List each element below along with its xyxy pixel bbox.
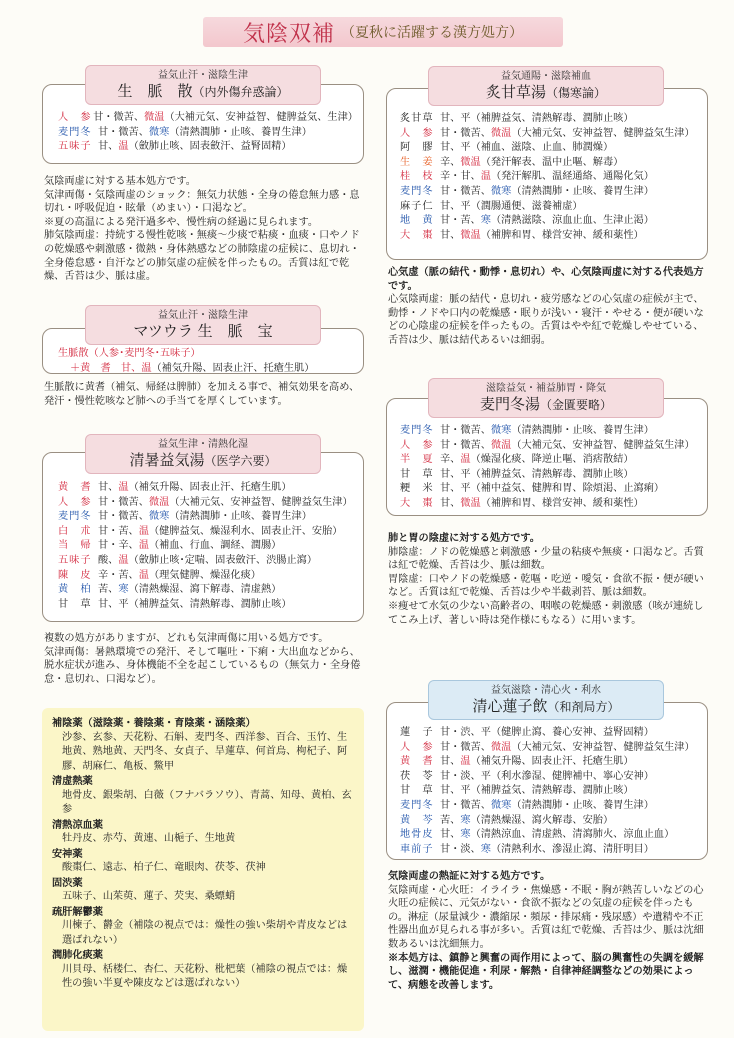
herb-nature-temp: 寒	[480, 843, 491, 855]
formula-header-bakumondoto	[428, 378, 664, 418]
desc-line: 気陰両虚・心火旺：イライラ・焦燥感・不眠・胸が熱苦しいなどの心火旺の症候に、元気がない・食欲不振などの気虚の症候を伴ったもの。淋症（尿量減少・濃縮尿・頻尿・排尿痛・残尿感）や遺精や不正性器出血が見られる事が多い。舌質は紅で乾燥、舌苔は少、脈は沈細数あるいは沈細無力。	[388, 884, 704, 950]
desc-line: 複数の処方がありますが、どれも気津両傷に用いる処方です。	[44, 633, 329, 644]
herb-row	[400, 726, 705, 741]
herb-name: 生 姜	[400, 156, 434, 168]
herb-nature: 苦、	[440, 814, 461, 826]
formula-source: （和剤局方）	[547, 700, 620, 714]
herb-row	[400, 814, 705, 829]
herb-nature-temp: 微寒	[490, 185, 512, 197]
herb-row	[400, 112, 705, 127]
herb-row	[400, 482, 705, 497]
herb-name: 甘 草	[400, 468, 434, 480]
herb-name: 黄 耆	[58, 482, 92, 493]
herb-nature-temp: 温	[138, 525, 149, 537]
formula-category: 益気通陽・滋陰補血	[501, 71, 591, 82]
formula-source: （金匱要略）	[540, 398, 613, 412]
herb-name: 蓮 子	[400, 727, 434, 738]
herb-nature: 甘・微苦、	[440, 425, 491, 436]
herb-nature-temp: 温	[118, 141, 129, 153]
herb-nature: 甘・微苦、	[440, 741, 491, 753]
page-title-banner	[203, 17, 563, 47]
herb-name: 麦門冬	[58, 511, 92, 523]
herb-name: 麦門冬	[400, 799, 434, 811]
combo-line-base: 生脈散（人参･麦門冬･五味子）	[58, 348, 201, 359]
herb-name: 茯 苓	[400, 770, 434, 782]
formula-category: 滋陰益気・補益肺胃・降気	[486, 383, 606, 394]
herb-nature: 酸、	[98, 554, 119, 566]
herb-name: 人 参	[58, 112, 92, 123]
legend-herbs: 地骨皮、銀柴胡、白薇（フナバラソウ）、青蒿、知母、黄柏、玄参	[62, 789, 352, 815]
formula-category: 益気止汗・滋陰生津	[158, 70, 248, 81]
desc-line: ※本処方は、鎮静と興奮の両作用によって、脳の興奮性の失調を緩解し、滋潤・機能促進・利尿・解熱・自律神経調整などの効果によって、病態を改善します。	[388, 951, 704, 991]
herb-nature-temp: 微寒	[490, 425, 512, 436]
herb-nature: 甘、平	[440, 200, 471, 212]
herb-row	[58, 554, 358, 569]
herb-name: 甘 草	[58, 598, 92, 610]
herb-nature: 甘・微苦、	[440, 439, 491, 451]
herb-row	[400, 784, 705, 799]
herb-name: 麻子仁	[400, 200, 434, 212]
herb-effect: （健脾益気、燥湿利水、固表止汗、安胎）	[148, 525, 343, 537]
herb-name: 黄 芩	[400, 814, 434, 826]
herb-nature-temp: 寒	[460, 814, 471, 826]
herb-row	[58, 598, 358, 613]
herb-effect: （清熱燥湿、瀉火解毒、安胎）	[470, 814, 614, 826]
formula-name: 生 脈 散	[117, 82, 193, 100]
legend-category: 補陰薬（滋陰薬・養陰薬・育陰薬・涵陰薬）	[52, 717, 256, 729]
herb-effect: （補気升陽、固表止汗、托瘡生肌）	[128, 482, 292, 493]
desc-seishinrenshiin	[388, 870, 706, 992]
herb-name: 陳 皮	[58, 569, 92, 581]
herb-nature: 甘・辛、	[98, 540, 139, 552]
formula-category: 益気滋陰・清心火・利水	[491, 685, 601, 696]
herb-name: 炙甘草	[400, 113, 434, 124]
combo-line-add: ＋黄 耆 甘、	[70, 362, 142, 374]
formula-category: 益気止汗・滋陰生津	[158, 310, 248, 321]
herb-effect: （利水滲湿、健脾補中、寧心安神）	[490, 770, 654, 782]
herb-nature: 辛・甘、	[440, 171, 481, 183]
herb-list-bakumondoto	[400, 424, 705, 512]
formula-header-seishinrenshiin	[428, 680, 664, 720]
herb-effect: （清熱滋陰、涼血止血、生津止渇）	[490, 215, 654, 227]
herb-nature-temp: 微温	[490, 439, 512, 451]
herb-nature: 甘、平	[440, 785, 471, 797]
formula-source: （内外傷弁惑論）	[192, 85, 289, 99]
herb-nature: 甘・微苦、	[98, 511, 149, 523]
combo-seimyakuhou	[58, 347, 358, 376]
herb-effect: （斂肺止咳、固表斂汗、益腎固精）	[128, 141, 292, 153]
herb-nature: 甘・微苦、	[440, 799, 491, 811]
herb-effect: （補脾和胃、様営安神、緩和薬性）	[480, 497, 644, 509]
herb-nature-temp: 微寒	[148, 126, 170, 138]
desc-line: 心気陰両虚：脈の結代・息切れ・疲労感などの心気虚の症候が主で、動悸・ノドや口内の乾燥感・眠りが浅い・寝汗・やせる・便が硬いなどの心陰虚の症候を伴ったもの。舌質はやや紅で乾燥しやせている、舌苔は少、脈は結代あるいは細弱。	[388, 294, 704, 346]
herb-name: 阿 膠	[400, 142, 434, 154]
desc-line: 気津両傷：暑熱環境での発汗、そして嘔吐・下痢・大出血などから、脱水症状が進み、身体機能不全を起こしているもの（無気力・全身倦怠・息切れ、口渇など）。	[44, 646, 361, 685]
herb-effect: （発汗解肌、温経通絡、通陽化気）	[490, 171, 654, 183]
herb-nature: 甘・苦、	[98, 525, 139, 537]
legend-herbs: 牡丹皮、赤芍、黄連、山梔子、生地黄	[62, 833, 236, 844]
herb-list-seishoekkito	[58, 481, 358, 612]
herb-name: 当 帰	[58, 540, 92, 552]
herb-effect: （補気升陽、固表止汗、托瘡生肌）	[470, 756, 634, 768]
herb-row	[400, 497, 705, 512]
herb-effect: （清熱潤肺・止咳、養胃生津）	[169, 511, 312, 523]
herb-nature-temp: 微温	[144, 112, 165, 123]
herb-nature: 甘、平	[440, 468, 471, 480]
legend-category: 清熱涼血薬	[52, 818, 103, 831]
herb-nature: 苦、	[98, 584, 119, 596]
herb-row	[400, 200, 705, 215]
formula-name: マツウラ 生 脈 宝	[133, 322, 273, 340]
herb-row	[400, 439, 705, 454]
legend-category: 安神薬	[52, 847, 83, 860]
desc-line: 肺陰虚：ノドの乾燥感と刺激感・少量の粘痰や無痰・口渇など。舌質は紅で乾燥、舌苔は少、脈は細数。	[388, 546, 704, 572]
herb-row	[400, 127, 705, 142]
herb-effect: （理気健脾、燥湿化痰）	[148, 569, 261, 581]
herb-name: 黄 柏	[58, 584, 92, 596]
herb-nature-temp: 寒	[460, 829, 471, 841]
formula-header-seimyakusan	[85, 65, 321, 105]
herb-effect: （潤腸通便、滋養補虚）	[470, 200, 583, 212]
herb-effect: （発汗解表、温中止嘔、解毒）	[480, 156, 624, 168]
herb-effect: （清熱利水、滲湿止瀉、清肝明目）	[490, 843, 654, 855]
formula-name: 炙甘草湯	[485, 83, 546, 101]
herb-nature-temp: 微寒	[490, 799, 512, 811]
herb-effect: （補脾益気、清熱解毒、潤肺止咳）	[128, 598, 292, 610]
herb-nature: 甘、	[440, 497, 461, 509]
herb-nature: 甘、平	[440, 483, 471, 495]
herb-nature: 甘、平	[440, 113, 471, 124]
herb-name: 人 参	[400, 127, 434, 139]
herb-row	[400, 468, 705, 483]
herb-row	[400, 453, 705, 468]
herb-nature: 甘、平	[98, 598, 129, 610]
herb-nature: 辛・苦、	[98, 569, 139, 581]
herb-row	[58, 140, 358, 155]
herb-nature: 甘、平	[440, 142, 471, 154]
herb-nature-temp: 温	[138, 569, 149, 581]
legend-herbs: 川貝母、栝楼仁、杏仁、天花粉、枇杷葉（補陰の視点では：燥性の強い半夏や陳皮などは選ばれない）	[62, 963, 348, 989]
herb-nature: 甘、	[98, 482, 119, 493]
herb-row	[400, 828, 705, 843]
desc-seimyakuhou	[44, 381, 362, 408]
herb-name: 地 黄	[400, 215, 434, 227]
desc-line: ※夏の高温による発汗過多や、慢性病の経過に見られます。	[44, 216, 319, 228]
herb-effect: （補血、滋陰、止血、肺潤燥）	[470, 142, 614, 154]
herb-row	[58, 525, 358, 540]
herb-nature-temp: 微温	[460, 497, 481, 509]
herb-effect: （補血、行血、調経、潤腸）	[148, 540, 282, 552]
herb-row	[400, 229, 705, 244]
formula-name: 清心蓮子飲	[472, 697, 548, 715]
herb-effect: （補脾益気、清熱解毒、潤肺止咳）	[470, 468, 634, 480]
herb-nature: 甘・淡、	[440, 843, 481, 855]
herb-nature: 甘、	[98, 141, 119, 153]
formula-source: （傷寒論）	[546, 86, 607, 100]
desc-line: 肺と胃の陰虚に対する処方です。	[388, 532, 540, 544]
formula-name: 麦門冬湯	[479, 395, 540, 413]
herb-row	[400, 843, 705, 858]
herb-row	[400, 156, 705, 171]
herb-nature: 甘・微苦、	[440, 127, 491, 139]
formula-category: 益気生津・清熱化湿	[158, 439, 248, 450]
legend-herbs: 川楝子、欝金（補陰の視点では：燥性の強い柴胡や青皮などは選ばれない）	[62, 920, 348, 946]
formula-name: 清暑益気湯	[129, 451, 205, 469]
herb-nature: 甘・微苦、	[98, 496, 149, 508]
desc-line: 生脈散に黄耆（補気、帰経は脾肺）を加える事で、補気効果を高め、発汗・慢性乾咳など肺への手当てを厚くしています。	[44, 382, 360, 407]
herb-row	[58, 510, 358, 525]
legend-category: 疏肝解鬱薬	[52, 905, 103, 918]
herb-list-shakanzoto	[400, 112, 705, 243]
desc-line: ※痩せて水気の少ない高齢者の、咽喉の乾燥感・刺激感（咳が連続してこみ上げ、著しい時は発作様にもなる）に用います。	[388, 600, 704, 626]
page-title: 気陰双補	[242, 21, 335, 47]
herb-category-legend	[42, 708, 364, 1031]
herb-nature: 甘・微苦、	[98, 126, 149, 138]
herb-nature-temp: 微温	[460, 156, 481, 168]
herb-row	[58, 481, 358, 496]
herb-effect: （清熱潤肺・止咳、養胃生津）	[511, 799, 654, 811]
herb-name: 麦門冬	[400, 425, 434, 436]
legend-herbs: 五味子、山茱萸、蓮子、芡実、桑螵蛸	[62, 891, 236, 902]
herb-nature-temp: 微温	[490, 741, 512, 753]
herb-nature: 甘・渋、平	[440, 727, 491, 738]
formula-source: （医学六要）	[204, 454, 277, 468]
herb-nature: 甘・微苦、	[93, 112, 145, 123]
legend-herbs: 酸棗仁、遠志、柏子仁、竜眼肉、茯苓、茯神	[62, 862, 266, 873]
herb-name: 粳 米	[400, 483, 434, 495]
herb-name: 大 棗	[400, 497, 434, 509]
herb-nature-temp: 温	[118, 554, 129, 566]
combo-line-nature: 温	[141, 362, 152, 374]
herb-row	[400, 170, 705, 185]
combo-line-effect: （補気升陽、固表止汗、托瘡生肌）	[151, 362, 315, 374]
herb-effect: （補脾益気、清熱解毒、潤肺止咳）	[470, 785, 634, 797]
herb-row	[58, 583, 358, 598]
herb-effect: （健脾止瀉、養心安神、益腎固精）	[490, 727, 654, 738]
herb-name: 桂 枝	[400, 171, 434, 183]
herb-row	[58, 569, 358, 584]
herb-nature-temp: 微寒	[148, 511, 170, 523]
herb-row	[400, 741, 705, 756]
herb-nature: 辛、	[440, 156, 461, 168]
herb-row	[58, 111, 358, 126]
herb-nature: 甘、	[440, 756, 461, 768]
herb-row	[400, 424, 705, 439]
herb-nature-temp: 寒	[118, 584, 129, 596]
herb-nature-temp: 温	[460, 756, 471, 768]
herb-name: 半 夏	[400, 454, 434, 466]
herb-name: 五味子	[58, 141, 92, 153]
herb-name: 黄 耆	[400, 756, 434, 768]
herb-row	[400, 799, 705, 814]
herb-effect: （補脾和胃、様営安神、緩和薬性）	[480, 229, 644, 241]
legend-category: 固渋薬	[52, 876, 83, 889]
herb-row	[400, 770, 705, 785]
herb-name: 地骨皮	[400, 829, 434, 841]
herb-name: 大 棗	[400, 229, 434, 241]
herb-nature-temp: 寒	[480, 215, 491, 227]
herb-nature-temp: 微温	[148, 496, 170, 508]
herb-effect: （大補元気、安神益智、健脾益気生津）	[511, 127, 695, 139]
herb-nature: 甘・苦、	[440, 215, 481, 227]
herb-nature: 甘、	[440, 829, 461, 841]
herb-name: 麦門冬	[400, 185, 434, 197]
herb-name: 人 参	[58, 496, 92, 508]
herb-effect: （清熱潤肺・止咳、養胃生津）	[169, 126, 312, 138]
herb-effect: （補脾益気、清熱解毒、潤肺止咳）	[470, 113, 634, 124]
herb-nature-temp: 温	[460, 454, 471, 466]
herb-effect: （大補元気、安神益智、健脾益気、生津）	[164, 112, 358, 123]
herb-name: 車前子	[400, 843, 434, 855]
desc-line: 心気虚（脈の結代・動悸・息切れ）や、心気陰両虚に対する代表処方です。	[388, 266, 704, 292]
formula-header-seimyakuhou	[85, 305, 321, 345]
herb-row	[400, 185, 705, 200]
herb-effect: （燥湿化痰、降逆止嘔、消痞散結）	[470, 454, 634, 466]
desc-line: 肺気陰両虚：持続する慢性乾咳・無痰～少痰で粘痰・血痰・口やノドの乾燥感や刺激感・微熱・身体熱感などの肺陰虚の症候に、息切れ・全身倦怠感・自汗などの肺気虚の症候を伴ったもの。舌質は紅で乾燥、舌苔は少、脈は虚。	[44, 230, 360, 283]
herb-nature: 甘・淡、平	[440, 770, 491, 782]
herb-name: 人 参	[400, 439, 434, 451]
herb-nature: 甘、	[440, 229, 461, 241]
desc-seimyakusan	[44, 175, 362, 284]
herb-effect: （清熱潤肺・止咳、養胃生津）	[511, 185, 654, 197]
herb-name: 五味子	[58, 554, 92, 566]
herb-row	[58, 539, 358, 554]
herb-name: 白 朮	[58, 525, 92, 537]
formula-header-shakanzoto	[428, 66, 664, 106]
desc-line: 気津両傷・気陰両虚のショック：無気力状態・全身の倦怠無力感・息切れ・呼吸促迫・眩暈（めまい）・口渇など。	[44, 189, 360, 215]
herb-list-seimyakusan	[58, 111, 358, 155]
desc-shakanzoto	[388, 266, 706, 348]
legend-herbs: 沙参、玄参、天花粉、石斛、麦門冬、西洋参、百合、玉竹、生地黄、熟地黄、天門冬、女貞子、旱蓮草、何首烏、枸杞子、阿膠、胡麻仁、亀板、鱉甲	[62, 731, 348, 772]
herb-row	[400, 214, 705, 229]
herb-nature-temp: 微温	[460, 229, 481, 241]
herb-name: 甘 草	[400, 785, 434, 797]
page-subtitle: （夏秋に活躍する漢方処方）	[341, 25, 523, 41]
herb-effect: （斂肺止咳･定喘、固表斂汗、渋腸止瀉）	[128, 554, 318, 566]
herb-nature-temp: 微温	[490, 127, 512, 139]
herb-nature-temp: 温	[138, 540, 149, 552]
herb-name: 麦門冬	[58, 126, 92, 138]
herb-nature-temp: 温	[118, 482, 129, 493]
herb-row	[58, 126, 358, 141]
herb-row	[400, 141, 705, 156]
herb-effect: （清熱燥湿、瀉下解毒、清虚熱）	[128, 584, 282, 596]
desc-seishoekkito	[44, 632, 362, 686]
desc-line: 胃陰虚：口やノドの乾燥感・乾嘔・吃逆・噯気・食欲不振・便が硬いなど。舌質は紅で乾燥、舌苔は少や半截剥苔、脈は細数。	[388, 573, 704, 599]
desc-line: 気陰両虚に対する基本処方です。	[44, 176, 196, 187]
legend-category: 潤肺化痰薬	[52, 949, 103, 961]
herb-nature: 甘・微苦、	[440, 185, 491, 197]
herb-effect: （補中益気、健脾和胃、除煩渇、止瀉痢）	[470, 483, 665, 495]
herb-effect: （大補元気、安神益智、健脾益気生津）	[511, 741, 695, 753]
desc-line: 気陰両虚の熱証に対する処方です。	[388, 870, 551, 882]
formula-header-seishoekkito	[85, 434, 321, 474]
herb-effect: （大補元気、安神益智、健脾益気生津）	[511, 439, 695, 451]
herb-effect: （清熱涼血、清虚熱、清瀉肺火、涼血止血）	[470, 829, 675, 841]
herb-effect: （大補元気、安神益智、健脾益気生津）	[169, 496, 353, 508]
herb-row	[400, 755, 705, 770]
desc-bakumondoto	[388, 532, 706, 627]
legend-category: 清虚熱薬	[52, 775, 93, 787]
herb-effect: （清熱潤肺・止咳、養胃生津）	[511, 425, 654, 436]
herb-name: 人 参	[400, 741, 434, 753]
herb-list-seishinrenshiin	[400, 726, 705, 857]
herb-nature: 辛、	[440, 454, 461, 466]
herb-row	[58, 496, 358, 511]
herb-nature-temp: 温	[480, 171, 491, 183]
